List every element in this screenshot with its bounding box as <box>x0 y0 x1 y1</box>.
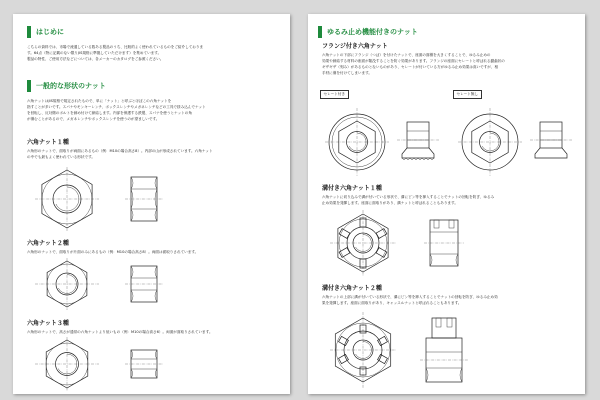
general-line: を回転し、反対側のボルトを締め付けて締結します。内部を保護する鉄製、スパナを使うとナットの角 <box>27 111 192 115</box>
hex-nut-3-description <box>27 329 282 335</box>
desc-line: 六角ナットに切り込みで溝が付いている形状で、溝にピン等を挿入することでナットの回転を防ぎ、ゆるみ <box>322 195 495 199</box>
desc-line: 効果や締結する材料の座面が陥没することを防ぐ効果があります。フランジの座面にセレートと呼ばれる鋸歯状の <box>322 59 505 63</box>
section-heading-locking <box>318 26 418 38</box>
plain-label: セレート無し <box>453 90 482 99</box>
heading-marker <box>27 80 31 92</box>
hex-nut-2-title: 六角ナット２種 <box>27 240 69 247</box>
slotted-nut-2-description <box>322 294 577 306</box>
document-page-left <box>13 14 290 394</box>
desc-line: 六角ナットの上部に溝が付いている形状で、溝にピン等を挿入することでナットの回転を防ぎ、ゆるみ止め効 <box>322 295 498 299</box>
flange-plain-drawing <box>453 90 573 180</box>
intro-line: こちらの資料では、市場で流通している数ある製品のうち、比較的よく使われているものをご紹介しておりま <box>27 45 204 49</box>
slotted-nut-2-title: 溝付き六角ナット２種 <box>322 285 382 292</box>
hex-nut-2-drawing <box>35 258 185 310</box>
desc-line: 六角形のナットで、面取りが両面にあるもの（例：M10の場合高さ8）。内部の山が形成されています。六角ナット <box>27 149 213 153</box>
desc-line: の中でも最もよく使われている形状です。 <box>27 155 95 159</box>
intro-line: 製品の特性、ご使用方法などについては、各メーカーのカタログをご参照ください。 <box>27 57 164 61</box>
heading-text: はじめに <box>36 27 64 36</box>
hex-nut-1-drawing <box>35 166 185 232</box>
desc-line: 果を発揮します。座面に面取りがあり、キャッスルナットと呼ばれることもあります。 <box>322 301 462 305</box>
flange-plain-figure <box>453 90 573 180</box>
desc-line: 六角形のナットで、面取りが片面のみにあるもの（例：M10の場合高さ8）。両面は面取りされています。 <box>27 250 199 254</box>
intro-paragraph <box>27 44 282 62</box>
heading-text: ゆるみ止め機能付きのナット <box>327 27 418 36</box>
hex-nut-2-figure <box>35 258 185 310</box>
hex-nut-3-title: 六角ナット３種 <box>27 320 69 327</box>
general-line: 六角ナットはJIS規格で規定されたもので、単に「ナット」と呼ぶとほぼこの六角ナットを <box>27 99 172 103</box>
hex-nut-1-figure <box>35 166 185 232</box>
general-paragraph <box>27 98 282 122</box>
flange-serrated-drawing <box>320 90 440 180</box>
general-line: が傷むことがあるので、メガネレンチやボックスレンチを使うのが望ましいです。 <box>27 117 160 121</box>
flange-nut-description <box>322 52 577 76</box>
slotted-nut-1-drawing <box>330 210 490 276</box>
heading-marker <box>318 26 322 38</box>
heading-marker <box>27 26 31 38</box>
desc-line: 止め効果を発揮します。座面に面取りがあり、溝ナットと呼ばれることもあります。 <box>322 201 458 205</box>
heading-text: 一般的な形状のナット <box>36 81 106 90</box>
hex-nut-3-figure <box>35 337 185 391</box>
document-page-right <box>308 14 585 394</box>
flange-nut-title: フランジ付き六角ナット <box>322 43 388 50</box>
flange-serrated-figure <box>320 90 440 180</box>
section-heading-general <box>27 80 106 92</box>
slotted-nut-1-title: 溝付き六角ナット１種 <box>322 185 382 192</box>
section-heading-intro <box>27 26 64 38</box>
slotted-nut-2-figure <box>330 312 490 388</box>
hex-nut-1-title: 六角ナット１種 <box>27 139 69 146</box>
desc-line: ギザギザ（刻み）があるものとないものがあり、セレートが付いている方がゆるみ止め効果は高いですが、相 <box>322 65 499 69</box>
slotted-nut-1-description <box>322 194 577 206</box>
slotted-nut-1-figure <box>330 210 490 276</box>
serrated-label: セレート付き <box>320 90 349 99</box>
slotted-nut-2-drawing <box>330 312 490 388</box>
hex-nut-1-description <box>27 148 282 160</box>
hex-nut-2-description <box>27 249 282 255</box>
desc-line: 六角ナットの下部にフランジ（つば）を付けたナットで、座面の面積を大きくすることで、ゆるみ止めの <box>322 53 491 57</box>
desc-line: 六角形のナットで、高さが通常の六角ナットより低いもの（例：M10の場合高さ6）。両面が面取りされています。 <box>27 330 213 334</box>
general-line: 指すことが多いです。スパナやモンキーレンチ、ボックスレンチやメガネレンチなどの工具で挟み込んでナット <box>27 105 206 109</box>
desc-line: 手材に傷を付けてしまいます。 <box>322 71 373 75</box>
hex-nut-3-drawing <box>35 337 185 391</box>
intro-line: す。64点（特に記載のない限りJIS規格に準拠していただけます）を集めています。 <box>27 51 162 55</box>
